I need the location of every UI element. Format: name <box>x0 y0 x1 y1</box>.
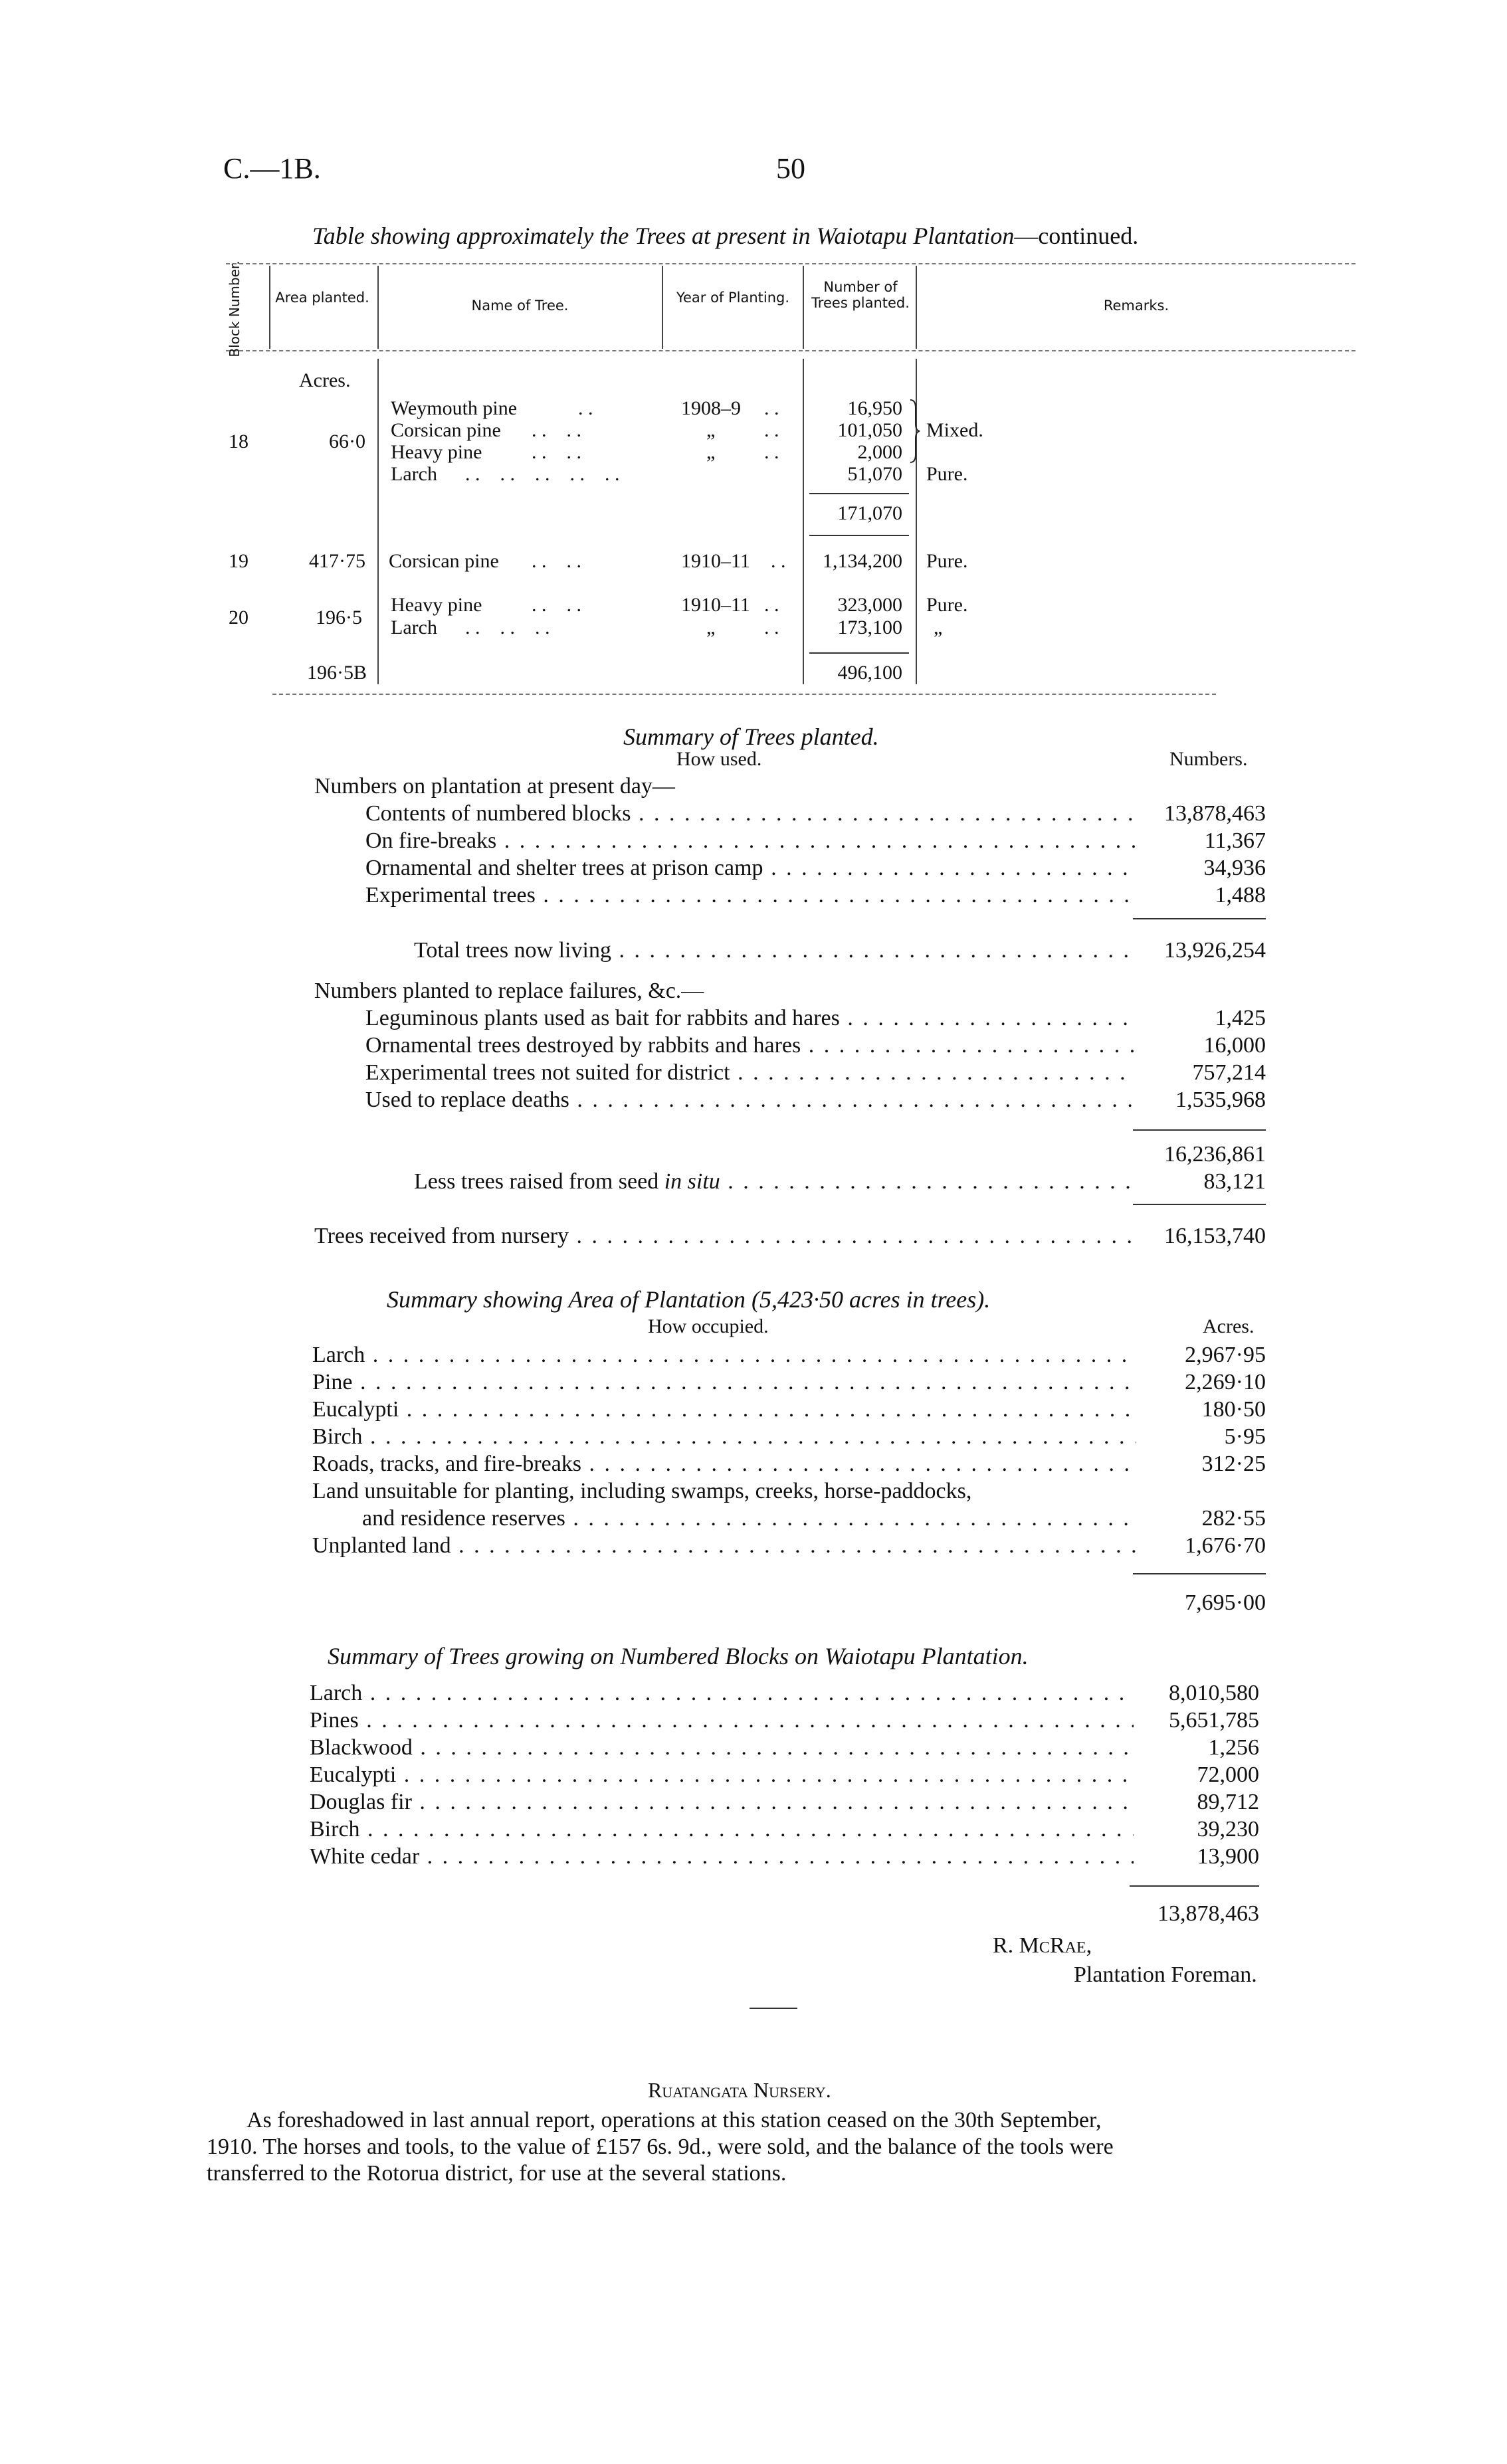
line-value: 2,967·95 <box>1185 1343 1266 1367</box>
nursery-line-3: transferred to the Rotorua district, for use at the several stations. <box>207 2161 787 2186</box>
area-value: 417·75 <box>309 550 365 572</box>
line-label: Eucalypti . . <box>312 1396 1136 1423</box>
number-value: 101,050 <box>837 419 902 441</box>
year-value: 1908–9 <box>681 397 741 419</box>
signature-role: Plantation Foreman. <box>1074 1962 1257 1987</box>
line-label: Larch . . <box>312 1341 1136 1369</box>
tree-name: Larch <box>391 463 437 485</box>
line-value: 16,000 <box>1203 1033 1266 1058</box>
block-number: 19 <box>229 550 249 572</box>
less-value: 83,121 <box>1203 1169 1266 1194</box>
sum-rule <box>1133 1204 1266 1205</box>
line-label: Contents of numbered blocks . . <box>365 800 1136 827</box>
leader-dots: . . . . . . <box>465 616 550 638</box>
table-title-main: Table showing approximately the Trees at present in Waiotapu Plantation <box>312 223 1015 249</box>
received-label: Trees received from nursery . . <box>314 1222 1136 1250</box>
col-divider-4 <box>803 266 804 349</box>
subtotal-rule <box>809 535 909 536</box>
summary-planted-numbers: Numbers. <box>1169 748 1248 770</box>
line-value: 13,900 <box>1197 1844 1259 1869</box>
line-value: 39,230 <box>1197 1817 1259 1842</box>
leader-dots: . . <box>764 397 779 419</box>
block-number: 18 <box>229 430 249 452</box>
nursery-line-2: 1910. The horses and tools, to the value of £157 6s. 9d., were sold, and the balance of the tools were <box>207 2134 1114 2159</box>
summary-planted-title: Summary of Trees planted. <box>623 723 879 750</box>
table-top-rule <box>226 263 1356 264</box>
line-label: Ornamental and shelter trees at prison camp . . <box>365 854 1136 882</box>
table-title-suffix: —continued. <box>1014 223 1139 249</box>
tree-name: Corsican pine <box>391 419 501 441</box>
year-value: „ <box>706 616 716 638</box>
col-head-block: Block Number. <box>227 260 243 357</box>
number-value: 173,100 <box>837 616 902 638</box>
line-value: 1,676·70 <box>1185 1533 1266 1558</box>
col-divider-1 <box>269 266 270 349</box>
number-value: 1,134,200 <box>823 550 902 572</box>
summary-area-how: How occupied. <box>648 1315 769 1337</box>
mixed-brace <box>909 399 922 464</box>
land-value: 282·55 <box>1201 1506 1266 1531</box>
col-divider-3 <box>662 266 663 349</box>
summary-area-title: Summary showing Area of Plantation (5,423·50 acres in trees). <box>387 1286 991 1313</box>
subtotal-value: 171,070 <box>837 502 902 524</box>
line-label: Eucalypti . . <box>310 1761 1134 1788</box>
leader-dots: . . . . <box>532 594 581 616</box>
leader-dots: . . <box>764 419 779 441</box>
body-divider-area <box>377 359 379 684</box>
table-bottom-rule <box>272 694 1216 695</box>
leader-dots: . . . . . . . . . . <box>465 463 620 485</box>
area-total: 7,695·00 <box>1185 1590 1266 1615</box>
line-label: On fire-breaks . . <box>365 827 1136 854</box>
area-value: 196·5 <box>316 607 362 628</box>
line-label: Ornamental trees destroyed by rabbits and hares . . <box>365 1032 1136 1059</box>
remark: Pure. <box>926 594 968 616</box>
blocks-total: 13,878,463 <box>1157 1901 1259 1926</box>
leader-dots: . . <box>771 550 786 572</box>
document-reference: C.—1B. <box>223 152 321 185</box>
block-number: 20 <box>229 607 249 628</box>
section-separator <box>750 2008 797 2009</box>
line-value: 757,214 <box>1192 1060 1266 1085</box>
line-label: Pine . . <box>312 1369 1136 1396</box>
line-label: Larch . . <box>310 1679 1134 1707</box>
line-value: 1,535,968 <box>1175 1088 1266 1112</box>
col-head-remarks: Remarks. <box>1103 298 1169 314</box>
leader-dots: . . . . <box>532 419 581 441</box>
subtotal-value: 496,100 <box>837 662 902 684</box>
summary-blocks-title: Summary of Trees growing on Numbered Blocks on Waiotapu Plantation. <box>328 1643 1029 1669</box>
number-value: 323,000 <box>837 594 902 616</box>
line-label: Leguminous plants used as bait for rabbits and hares . . <box>365 1004 1136 1032</box>
signature-name: R. McRae, <box>993 1933 1092 1958</box>
unit-acres: Acres. <box>299 369 351 391</box>
total-label: Total trees now living . . <box>414 937 1136 964</box>
remark: „ <box>934 616 943 638</box>
table-head-rule <box>226 350 1356 351</box>
nursery-paragraph <box>207 2107 1363 2187</box>
line-value: 312·25 <box>1201 1452 1266 1476</box>
section-heading: Numbers planted to replace failures, &c.— <box>314 979 704 1003</box>
line-label: Birch . . <box>312 1423 1136 1450</box>
line-value: 34,936 <box>1203 856 1266 880</box>
line-value: 5·95 <box>1224 1424 1266 1449</box>
line-label: Unplanted land . . <box>312 1532 1136 1559</box>
col-divider-5 <box>916 266 917 349</box>
line-label: Experimental trees . . <box>365 882 1136 909</box>
col-head-number: Number of Trees planted. <box>811 279 910 311</box>
received-value: 16,153,740 <box>1164 1224 1266 1248</box>
leader-dots: . . <box>764 441 779 463</box>
line-label: Pines . . <box>310 1707 1134 1734</box>
line-label: Used to replace deaths . . <box>365 1086 1136 1113</box>
line-label: Blackwood . . <box>310 1734 1134 1761</box>
tree-name: Corsican pine <box>389 550 499 572</box>
leader-dots: . . <box>764 616 779 638</box>
grand-value: 16,236,861 <box>1164 1142 1266 1167</box>
col-head-area: Area planted. <box>275 290 369 306</box>
col-head-year: Year of Planting. <box>676 290 790 306</box>
page-number: 50 <box>776 152 805 185</box>
body-divider-number <box>803 359 804 684</box>
line-value: 11,367 <box>1204 828 1266 853</box>
number-value: 51,070 <box>847 463 902 485</box>
leader-dots: . . <box>764 594 779 616</box>
leader-dots: . . . . <box>532 550 581 572</box>
line-value: 180·50 <box>1201 1397 1266 1422</box>
sum-rule <box>1133 1129 1266 1131</box>
year-value: 1910–11 <box>681 550 750 572</box>
remark: Mixed. <box>926 419 983 441</box>
line-value: 72,000 <box>1197 1762 1259 1787</box>
section-heading: Numbers on plantation at present day— <box>314 774 675 799</box>
tree-name: Heavy pine <box>391 594 482 616</box>
remark: Pure. <box>926 550 968 572</box>
summary-planted-how: How used. <box>676 748 762 770</box>
line-value: 89,712 <box>1197 1790 1259 1814</box>
line-value: 1,488 <box>1215 883 1266 907</box>
line-label: Experimental trees not suited for district . . <box>365 1059 1136 1086</box>
line-label: Birch . . <box>310 1816 1134 1843</box>
nursery-heading: Ruatangata Nursery. <box>648 2078 831 2102</box>
land-line-2: and residence reserves . . <box>362 1505 1136 1532</box>
line-label: White cedar . . <box>310 1843 1134 1870</box>
block-footer-area: 196·5B <box>307 662 367 684</box>
table-title <box>312 222 1138 250</box>
total-value: 13,926,254 <box>1164 938 1266 963</box>
subtotal-rule <box>809 493 909 494</box>
line-value: 8,010,580 <box>1169 1681 1259 1705</box>
sum-rule <box>1133 1573 1266 1574</box>
year-value: 1910–11 <box>681 594 750 616</box>
col-head-name: Name of Tree. <box>471 298 569 314</box>
tree-name: Heavy pine <box>391 441 482 463</box>
line-value: 2,269·10 <box>1185 1370 1266 1394</box>
sum-rule <box>1133 918 1266 919</box>
land-line-1: Land unsuitable for planting, including swamps, creeks, horse-paddocks, <box>312 1479 972 1503</box>
line-value: 1,425 <box>1215 1006 1266 1030</box>
remark: Pure. <box>926 463 968 485</box>
less-label: Less trees raised from seed in situ . . <box>414 1168 1136 1195</box>
subtotal-rule <box>809 652 909 654</box>
area-value: 66·0 <box>329 430 365 452</box>
leader-dots: . . <box>578 397 593 419</box>
line-label: Roads, tracks, and fire-breaks . . <box>312 1450 1136 1477</box>
line-label: Douglas fir . . <box>310 1788 1134 1816</box>
nursery-line-1: As foreshadowed in last annual report, operations at this station ceased on the 30th September, <box>247 2108 1102 2132</box>
year-value: „ <box>706 441 716 463</box>
tree-name: Weymouth pine <box>391 397 518 419</box>
line-value: 5,651,785 <box>1169 1708 1259 1733</box>
number-value: 16,950 <box>847 397 902 419</box>
line-value: 1,256 <box>1208 1735 1259 1760</box>
tree-name: Larch <box>391 616 437 638</box>
summary-area-acres: Acres. <box>1203 1315 1255 1337</box>
line-value: 13,878,463 <box>1164 801 1266 826</box>
col-divider-2 <box>377 266 379 349</box>
number-value: 2,000 <box>857 441 902 463</box>
leader-dots: . . . . <box>532 441 581 463</box>
sum-rule <box>1130 1885 1259 1887</box>
year-value: „ <box>706 419 716 441</box>
